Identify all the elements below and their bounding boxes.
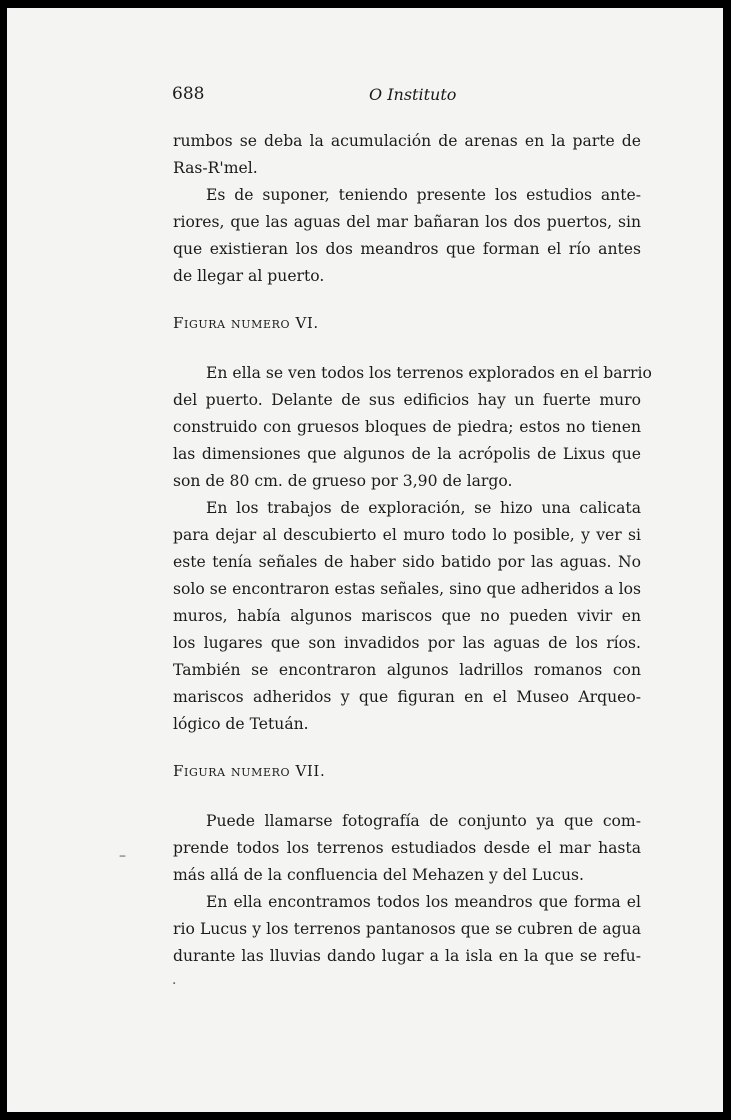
- text-line: riores, que las aguas del mar bañaran los dos puertos, sin: [173, 213, 641, 231]
- text-line: los lugares que son invadidos por las aguas de los ríos.: [173, 634, 641, 652]
- page-number: 688: [172, 84, 205, 104]
- paragraph-3: [173, 360, 652, 495]
- text-line: rumbos se deba la acumulación de arenas en la parte de: [173, 132, 641, 150]
- book-page: [7, 8, 723, 1112]
- text-line: las dimensiones que algunos de la acrópolis de Lixus que: [173, 445, 641, 463]
- page-header: [7, 84, 723, 108]
- text-line: Ras-R'mel.: [173, 159, 258, 177]
- paragraph-6: [173, 889, 641, 970]
- text-line: muros, había algunos mariscos que no pueden vivir en: [173, 607, 641, 625]
- figure-heading-vi: Figura numero VI.: [173, 314, 319, 332]
- margin-mark: –: [119, 848, 126, 864]
- text-line: del puerto. Delante de sus edificios hay un fuerte muro: [173, 391, 641, 409]
- paragraph-1: [173, 128, 641, 182]
- page-body: [173, 128, 652, 970]
- paragraph-2: [173, 182, 641, 290]
- text-line: solo se encontraron estas señales, sino que adheridos a los: [173, 580, 641, 598]
- text-line: más allá de la confluencia del Mehazen y del Lucus.: [173, 866, 585, 884]
- paragraph-4: [173, 495, 641, 738]
- text-line: prende todos los terrenos estudiados desde el mar hasta: [173, 839, 641, 857]
- text-line: rio Lucus y los terrenos pantanosos que se cubren de agua: [173, 920, 641, 938]
- text-line: También se encontraron algunos ladrillos romanos con: [173, 661, 641, 679]
- text-line: para dejar al descubierto el muro todo lo posible, y ver si: [173, 526, 641, 544]
- text-line: son de 80 cm. de grueso por 3,90 de largo.: [173, 472, 513, 490]
- text-line: que existieran los dos meandros que forman el río antes: [173, 240, 641, 258]
- text-line: este tenía señales de haber sido batido por las aguas. No: [173, 553, 641, 571]
- figure-heading-vii: Figura numero VII.: [173, 762, 326, 780]
- text-line: En ella encontramos todos los meandros que forma el: [206, 893, 641, 911]
- text-line: Puede llamarse fotografía de conjunto ya que com-: [206, 812, 641, 830]
- margin-mark: ·: [172, 976, 177, 992]
- text-line: En los trabajos de exploración, se hizo una calicata: [206, 499, 641, 517]
- text-line: lógico de Tetuán.: [173, 715, 309, 733]
- text-line: mariscos adheridos y que figuran en el Museo Arqueo-: [173, 688, 641, 706]
- text-line: durante las lluvias dando lugar a la isla en la que se refu-: [173, 947, 641, 965]
- running-title: O Instituto: [369, 85, 457, 104]
- text-line: En ella se ven todos los terrenos explorados en el barrio: [206, 364, 652, 382]
- paragraph-5: [173, 808, 641, 889]
- text-line: construido con gruesos bloques de piedra; estos no tienen: [173, 418, 641, 436]
- text-line: de llegar al puerto.: [173, 267, 325, 285]
- text-line: Es de suponer, teniendo presente los estudios ante-: [206, 186, 641, 204]
